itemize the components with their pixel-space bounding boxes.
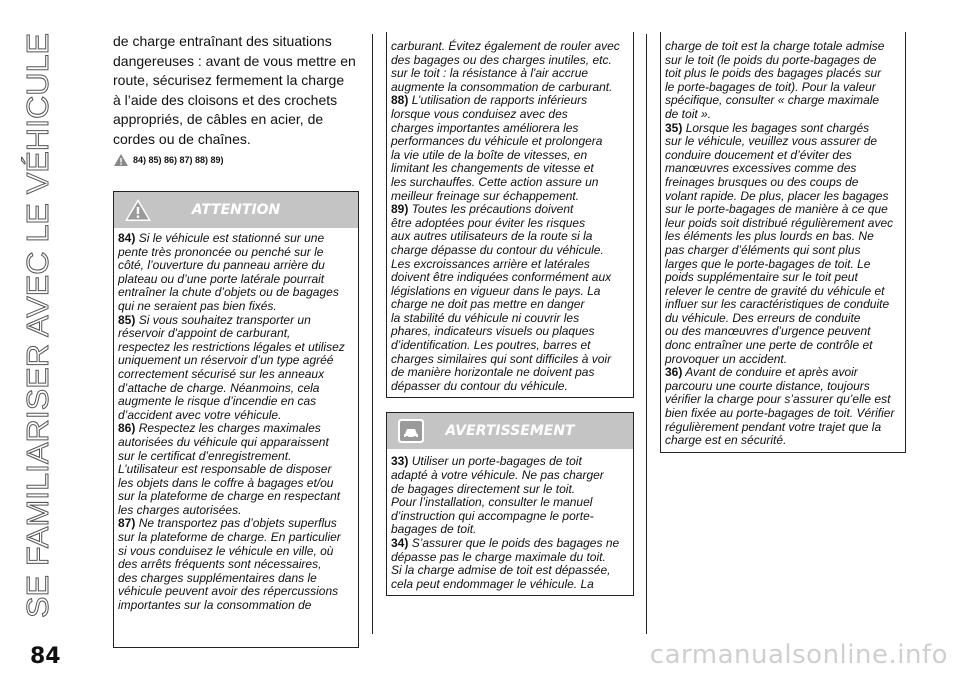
item-number: 35) [665,120,683,135]
text-line: réservoir d'appoint de carburant, [118,326,291,341]
text-line: performances du véhicule et prolongera [391,134,603,149]
text-line: bien fixée au porte-bagages de toit. Vérifier [665,406,895,421]
text-line: conduire doucement et d’éviter des [665,147,852,162]
text-line: la stabilité du véhicule ni couvrir les [391,310,580,325]
item-number: 34) [391,536,409,550]
text-line: cela peut endommager le véhicule. La [391,576,594,591]
text-line: charge dépasse du contour du véhicule. [391,242,604,257]
text-line: importantes sur la consommation de [118,598,312,613]
text-line: toit plus le poids des bagages placés sur [665,66,882,81]
text-line: carburant. Évitez également de rouler avec [391,39,620,53]
text-line: sur le véhicule, veuillez vous assurer de [665,134,878,149]
text-line: régulièrement pendant votre trajet que la [665,419,882,434]
column-2 [386,32,634,596]
text-line: Si le véhicule est stationné sur une [138,231,325,245]
text-line: meilleur freinage sur échappement. [391,188,580,203]
avertissement-header [387,413,633,449]
text-line: sur la plateforme de charge en respectant [118,489,341,504]
text-line: correctement sécurisé sur les anneaux [118,366,325,381]
text-line: les objets dans le coffre à bagages et/ou [118,475,334,490]
text-line: sur le toit : la résistance à l'air accrue [391,66,589,81]
text-line: des charges supplémentaires dans le [118,570,317,585]
side-title [14,28,60,618]
avertissement-box [386,412,634,596]
text-line: aux autres utilisateurs de la route si la [391,229,593,244]
text-line: Si vous souhaitez transporter un [138,312,311,327]
side-title-text: SE FAMILIARISER AVEC LE VÉHICULE [20,55,55,618]
item-number: 88) [391,93,409,108]
text-line: lorsque vous conduisez avec des [391,106,568,121]
text-line: S’assurer que le poids des bagages ne [411,536,620,550]
text-line: autorisées du véhicule qui apparaissent [118,434,329,449]
text-line: Utiliser un porte-bagages de toit [411,454,582,469]
text-line: le porte-bagages de toit). Pour la valeur [665,79,876,94]
text-line: les surchauffes. Cette action assure un [391,174,599,189]
text-line: charges importantes améliorera les [391,120,579,135]
item-number: 33) [391,454,409,469]
item-number: 89) [391,202,409,217]
text-line: la vie utile de la boîte de vitesses, en [391,147,588,162]
text-line: Toutes les précautions doivent [411,202,574,217]
text-line: poids supplémentaire sur le toit peut [665,270,858,285]
text-line: doivent être indiquées conformément aux [391,270,612,285]
text-line: qui ne seraient pas bien fixés. [118,298,277,313]
text-line: être adoptées pour éviter les risques [391,215,586,230]
text-line: Ne transportez pas d’objets superflus [138,516,337,531]
text-line: d’identification. Les poutres, barres et [391,338,591,353]
text-line: bagages de toit. [391,522,477,537]
text-line: Les excroissances arrière et latérales [391,256,590,271]
avertissement-item-36 [665,366,901,380]
text-line: à l’aide des cloisons et des crochets [113,91,338,108]
warning-references [113,153,359,167]
item-number: 36) [665,365,683,380]
text-line: pas charger d’éléments qui sont plus [665,242,861,257]
attention-box-continued [386,32,634,398]
text-line: route, sécurisez fermement la charge [113,72,345,88]
attention-body [114,228,358,617]
text-line: d’instruction qui accompagne le porte- [391,508,594,523]
text-line: relever le centre de gravité du véhicule et [665,283,885,298]
column-divider [646,34,647,634]
avertissement-body-continued [661,40,905,452]
attention-box [113,191,359,648]
text-line: L’utilisation de rapports inférieurs [411,93,588,108]
text-line: charge ne doit pas mettre en danger [391,297,585,312]
text-line: larges que le porte-bagages de toit. Le [665,256,871,271]
text-line: des arrêts fréquents sont nécessaires, [118,557,322,572]
text-line: législations en vigueur dans le pays. La [391,283,601,298]
text-line: parcouru une courte distance, toujours [665,378,870,393]
avertissement-box-continued [660,32,906,453]
item-number: 87) [118,516,136,531]
text-line: véhicule peuvent avoir des répercussions [118,584,339,599]
text-line: freinages brusques ou des coups de [665,174,859,189]
attention-item-87 [118,517,354,531]
watermark: carmanualsonline.info [649,640,948,670]
text-line: Avant de conduire et après avoir [685,365,858,380]
text-line: respectez les restrictions légales et utilisez [118,339,345,354]
text-line: Respectez les charges maximales [138,421,321,436]
text-line: phares, indicateurs visuels ou plaques [391,324,595,339]
text-line: augmente la consommation de carburant. [391,79,613,94]
avertissement-item-34 [391,537,629,551]
avertissement-title: AVERTISSEMENT [445,423,575,440]
attention-item-88 [391,94,629,108]
text-line: spécifique, consulter « charge maximale [665,93,880,108]
item-number: 85) [118,312,136,327]
text-line: des bagages ou des charges inutiles, etc. [391,52,612,67]
attention-item-84 [118,232,354,246]
attention-title: ATTENTION [191,202,281,218]
text-line: de bagages directement sur le toit. [391,481,576,496]
text-line: ou des manœuvres d’urgence peuvent [665,324,871,339]
text-line: charge est en sécurité. [665,433,787,448]
text-line: sur le certificat d’enregistrement. [118,448,292,463]
attention-body-continued [387,40,633,397]
reference-numbers: 84) 85) 86) 87) 88) 89) [133,155,224,165]
text-line: influer sur les caractéristiques de conduite [665,297,890,312]
text-line: charge de toit est la charge totale admise [665,39,885,53]
column-divider [372,34,373,634]
page-number: 84 [30,644,61,669]
text-line: de manière horizontale ne doivent pas [391,365,595,380]
item-number: 86) [118,421,136,436]
text-line: entraîner la chute d’objets ou de bagages [118,285,339,300]
text-line: de charge entraînant des situations [113,33,332,49]
text-line: dangereuses : avant de vous mettre en [113,52,356,69]
text-line: charges similaires qui sont difficiles à voir [391,351,612,366]
intro-text [113,32,359,167]
text-line: uniquement un réservoir d’un type agréé [118,353,334,368]
text-line: d’attache de charge. Néanmoins, cela [118,380,320,395]
text-line: sur la plateforme de charge. En particulier [118,530,341,545]
text-line: cordes ou de chaînes. [113,130,251,147]
car-warning-icon [397,418,425,444]
text-line: du véhicule. Des erreurs de conduite [665,310,861,325]
avertissement-item-35 [665,122,901,136]
text-line: Si la charge admise de toit est dépassée, [391,563,611,578]
text-line: dépasser du contour du véhicule. [391,378,568,393]
text-line: volant rapide. De plus, placer les bagages [665,188,889,203]
column-1 [113,32,359,648]
text-line: limitant les changements de vitesse et [391,161,594,176]
text-line: L’utilisateur est responsable de disposer [118,462,332,477]
text-line: augmente le risque d’incendie en cas [118,394,317,409]
text-line: manœuvres excessives comme des [665,161,857,176]
text-line: pente très prononcée ou penché sur le [118,244,324,259]
text-line: Pour l’installation, consulter le manuel [391,495,593,510]
avertissement-item-33 [391,455,629,469]
text-line: les charges autorisées. [118,502,242,517]
text-line: vérifier la charge pour s’assurer qu’elle est [665,392,891,407]
text-line: de toit ». [665,106,712,121]
column-3 [660,32,906,453]
attention-item-89 [391,203,629,217]
text-line: côté, l’ouverture du panneau arrière du [118,258,325,273]
attention-item-85 [118,314,354,328]
text-line: leur poids soit distribué régulièrement avec [665,215,894,230]
text-line: donc entraîner une perte de contrôle et [665,338,873,353]
text-line: appropriés, de câbles en acier, de [113,111,324,127]
attention-item-86 [118,422,354,436]
text-line: Lorsque les bagages sont chargés [685,120,870,135]
text-line: sur le toit (le poids du porte-bagages de [665,52,877,67]
text-line: si vous conduisez le véhicule en ville, où [118,543,334,558]
avertissement-body [387,449,633,595]
warning-triangle-icon [113,153,129,167]
text-line: les éléments les plus lourds en bas. Ne [665,229,874,244]
text-line: dépasse pas le charge maximale du toit. [391,549,606,564]
text-line: d’accident avec votre véhicule. [118,407,282,422]
text-line: provoquer un accident. [665,351,788,366]
text-line: plateau ou d’une porte latérale pourrait [118,271,325,286]
text-line: adapté à votre véhicule. Ne pas charger [391,468,604,483]
text-line: sur le porte-bagages de manière à ce que [665,202,888,217]
item-number: 84) [118,231,136,245]
attention-header [114,192,358,228]
warning-triangle-icon [124,197,152,223]
